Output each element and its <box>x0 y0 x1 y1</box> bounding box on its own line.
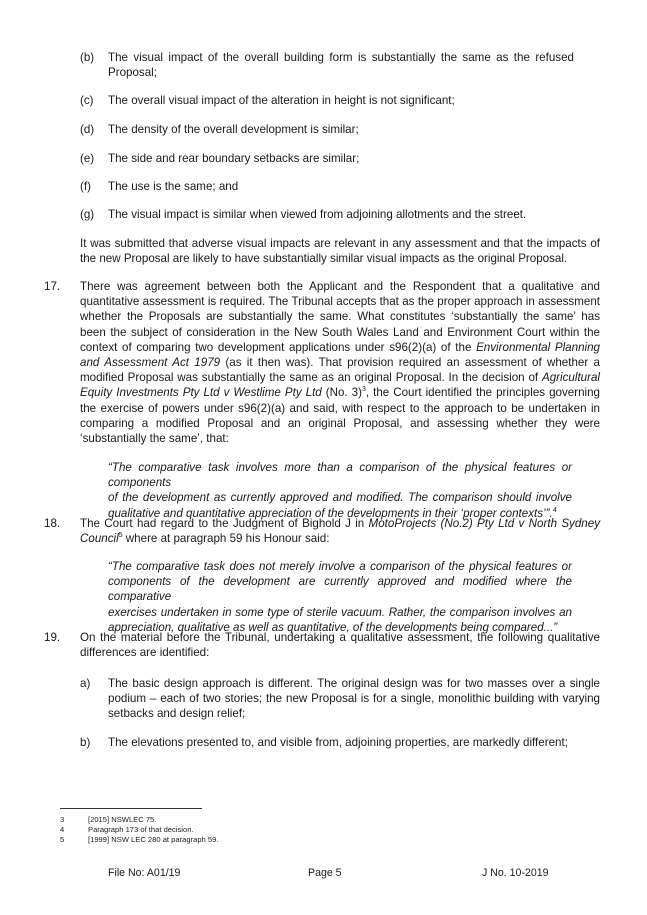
para-17-line11: ‘substantially the same’, that: <box>80 432 229 446</box>
para-17-line6-text: (as it then was). That provision required an assessment of whether a <box>220 356 600 370</box>
submission-line2: the new Proposal are likely to have substantially similar visual impacts as the original Proposal. <box>80 252 568 265</box>
list-text-c: The overall visual impact of the alteration in height is not significant; <box>108 94 455 107</box>
para-18-line1-text: The Court had regard to the Judgment of Bighold J in <box>80 517 369 530</box>
footnote-4 <box>60 825 194 834</box>
list-label-e: (e) <box>80 152 95 165</box>
footnote-5-text: [1999] NSW LEC 280 at paragraph 59. <box>88 835 219 844</box>
para-17-line8 <box>80 385 600 400</box>
quote-1-line1: “The comparative task involves more than a comparison of the physical features or components <box>108 461 572 490</box>
footer-file-number: File No: A01/19 <box>108 867 181 879</box>
para-19-line2: differences are identified: <box>80 646 210 660</box>
sub-item-a-line1: The basic design approach is different. The original design was for two masses over a single <box>108 677 600 690</box>
list-text-b-line2: Proposal; <box>108 66 157 79</box>
para-19-number: 19. <box>44 631 61 644</box>
para-18 <box>80 516 600 546</box>
list-text-g: The visual impact is similar when viewed from adjoining allotments and the street. <box>108 208 527 221</box>
quote-1-line2: of the development as currently approved and modified. The comparison should involve <box>108 491 572 505</box>
footnote-5-number: 5 <box>60 835 65 844</box>
list-text-d: The density of the overall development is similar; <box>108 123 359 136</box>
quote-2 <box>108 559 572 635</box>
case-name-2: MotoProjects (No.2) Pty Ltd v North Sydney <box>368 517 600 530</box>
case-number: (No. 3) <box>321 386 362 400</box>
list-label-b: (b) <box>80 51 95 64</box>
para-17-line5-text: context of comparing two development applications under s96(2)(a) of the <box>80 340 477 354</box>
list-label-c: (c) <box>80 94 94 107</box>
list-text-f: The use is the same; and <box>108 180 239 193</box>
para-17-line6 <box>80 355 600 370</box>
submission-line1: It was submitted that adverse visual impacts are relevant in any assessment and that the impacts of <box>80 237 600 250</box>
quote-1-line3-text: qualitative and quantitative appreciation of the developments in their ‘proper contexts’”. <box>108 506 553 520</box>
para-17-number: 17. <box>44 280 61 293</box>
para-17-line7-text: modified Proposal was substantially the same as an original Proposal. In the decision of <box>80 371 542 385</box>
sub-item-b-line1: The elevations presented to, and visible from, adjoining properties, are markedly different; <box>108 736 568 749</box>
footnote-ref-3: 3 <box>361 386 366 394</box>
para-18-line2-text: where at paragraph 59 his Honour said: <box>122 532 330 546</box>
list-label-d: (d) <box>80 123 95 136</box>
quote-2-line2: components of the development are currently approved and modified where the comparative <box>108 575 572 604</box>
footnote-4-text: Paragraph 173 of that decision. <box>88 825 194 834</box>
para-17-line4: been the subject of consideration in the New South Wales Land and Environment Court within the <box>80 325 600 339</box>
quote-1 <box>108 460 572 521</box>
para-17 <box>80 279 600 446</box>
para-17-line2: quantitative assessment is required. The Tribunal accepts that as the proper approach in assessment <box>80 295 600 309</box>
footnote-5 <box>60 835 218 844</box>
list-label-f: (f) <box>80 180 91 193</box>
sub-item-a-line2: podium – each of two stories; the new Proposal is for a single, monolithic building with varying <box>108 692 600 706</box>
case-name-1: Agricultural <box>542 371 600 385</box>
act-title-cont: and Assessment Act 1979 <box>80 356 221 370</box>
footer-j-number: J No. 10-2019 <box>482 867 549 879</box>
list-label-g: (g) <box>80 208 95 221</box>
quote-2-line4: appreciation, qualitative as well as quantitative, of the developments being compared...” <box>108 620 558 634</box>
quote-2-line3: exercises undertaken in some type of sterile vacuum. Rather, the comparison involves an <box>108 605 572 619</box>
sub-item-b-label: b) <box>80 736 91 749</box>
para-19-line1: On the material before the Tribunal, undertaking a qualitative assessment, the following qualitative <box>80 631 600 644</box>
sub-item-a-line3: setbacks and design relief; <box>108 707 246 721</box>
footnote-3-text: [2015] NSWLEC 75. <box>88 815 157 824</box>
footnote-ref-5: 5 <box>118 532 123 540</box>
footnote-divider <box>60 808 202 809</box>
para-17-line5 <box>80 340 600 355</box>
quote-2-line1: “The comparative task does not merely involve a comparison of the physical features or <box>108 560 572 573</box>
sub-item-a <box>108 676 600 722</box>
para-17-line7 <box>80 370 600 385</box>
para-18-line2 <box>80 531 600 546</box>
footnote-3 <box>60 815 156 824</box>
footer-page-number: Page 5 <box>308 867 342 879</box>
case-name-1-cont: Equity Investments Pty Ltd v Westlime Pty Ltd <box>80 386 322 400</box>
list-text-e: The side and rear boundary setbacks are similar; <box>108 152 360 165</box>
case-name-2-cont: Council <box>80 532 119 546</box>
sub-item-a-label: a) <box>80 677 91 690</box>
para-19 <box>80 630 600 660</box>
para-17-line10: comparing a modified Proposal and an original Proposal, and assessing whether they were <box>80 416 600 430</box>
para-17-line8-text: , the Court identified the principles governing <box>365 386 601 400</box>
para-17-line3: whether the Proposals are substantially the same. What constitutes ‘substantially the same’ has <box>80 310 600 324</box>
act-title: Environmental Planning <box>476 340 600 354</box>
footnote-ref-4: 4 <box>552 506 557 514</box>
para-18-number: 18. <box>44 517 61 530</box>
para-17-line9: the exercise of powers under s96(2)(a) and said, with respect to the approach to be undertaken in <box>80 401 600 415</box>
para-17-line1: There was agreement between both the Applicant and the Respondent that a qualitative and <box>80 280 600 293</box>
list-text-b-line1: The visual impact of the overall building form is substantially the same as the refused <box>108 51 574 64</box>
para-18-line1 <box>80 516 600 531</box>
footnote-3-number: 3 <box>60 815 65 824</box>
footnote-4-number: 4 <box>60 825 65 834</box>
